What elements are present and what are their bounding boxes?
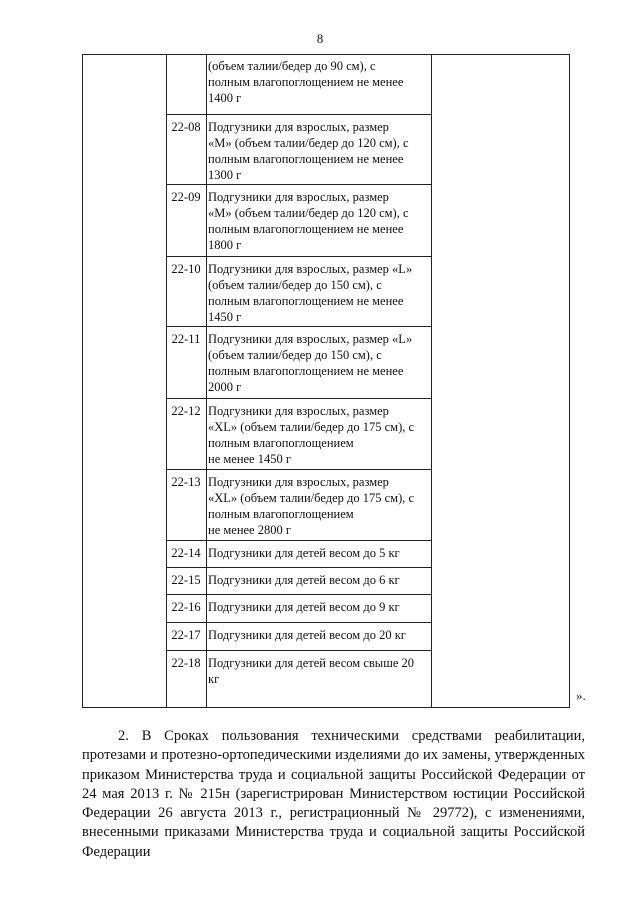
row-description: Подгузники для детей весом до 9 кг	[208, 600, 400, 614]
row-code: 22-17	[171, 628, 201, 642]
row-description: Подгузники для взрослых, размер «М» (объем талии/бедер до 120 см), с полным влагопоглощением не менее 1800 г	[208, 190, 409, 252]
table-row	[166, 327, 432, 399]
row-code: 22-18	[171, 656, 201, 670]
table-row	[166, 595, 432, 623]
row-description: Подгузники для взрослых, размер «L» (объем талии/бедер до 150 см), с полным влагопоглощением не менее 2000 г	[208, 332, 413, 394]
row-code: 22-16	[171, 600, 201, 614]
page-number: 8	[316, 31, 324, 46]
table-row	[166, 115, 432, 185]
row-code: 22-11	[171, 332, 201, 346]
table-row	[166, 399, 432, 470]
row-description: Подгузники для взрослых, размер «L» (объем талии/бедер до 150 см), с полным влагопоглощением не менее 1450 г	[208, 262, 413, 324]
table-row	[166, 54, 432, 115]
table-row	[166, 568, 432, 595]
table-row	[166, 651, 432, 708]
table-row	[166, 470, 432, 541]
row-code: 22-12	[171, 404, 201, 418]
row-description: Подгузники для детей весом до 5 кг	[208, 546, 400, 560]
body-paragraph: 2. В Сроках пользования техническими средствами реабилитации, протезами и протезно-ортопедическими изделиями до их замены, утвержденных приказом Министерства труда и социальной защиты Российской Федерации от 24 мая 2013 г. № 215н (зарегистрирован Министерством юстиции Российской Федерации 26 августа 2013 г., регистрационный № 29772), с изменениями, внесенными приказами Министерства труда и социальной защиты Российской Федерации	[82, 728, 585, 860]
row-code: 22-15	[171, 573, 201, 587]
row-code: 22-10	[171, 262, 201, 276]
row-description: Подгузники для детей весом свыше 20 кг	[208, 656, 414, 686]
table-row	[166, 541, 432, 568]
row-description: Подгузники для взрослых, размер «XL» (объем талии/бедер до 175 см), с полным влагопоглощением не менее 2800 г	[208, 475, 415, 537]
row-code: 22-14	[171, 546, 201, 560]
row-description: Подгузники для взрослых, размер «М» (объем талии/бедер до 120 см), с полным влагопоглощением не менее 1300 г	[208, 120, 409, 182]
row-code: 22-08	[171, 120, 201, 134]
row-code: 22-13	[171, 475, 201, 489]
row-description: (объем талии/бедер до 90 см), с полным влагопоглощением не менее 1400 г	[208, 59, 404, 105]
row-code	[166, 54, 206, 58]
table-row	[166, 623, 432, 651]
table-row	[166, 185, 432, 257]
row-description: Подгузники для детей весом до 6 кг	[208, 573, 400, 587]
table-row	[166, 257, 432, 327]
row-description: Подгузники для взрослых, размер «XL» (объем талии/бедер до 175 см), с полным влагопоглощением не менее 1450 г	[208, 404, 415, 466]
closing-quote: ».	[576, 688, 586, 703]
row-code: 22-09	[171, 190, 201, 204]
row-description: Подгузники для детей весом до 20 кг	[208, 628, 406, 642]
